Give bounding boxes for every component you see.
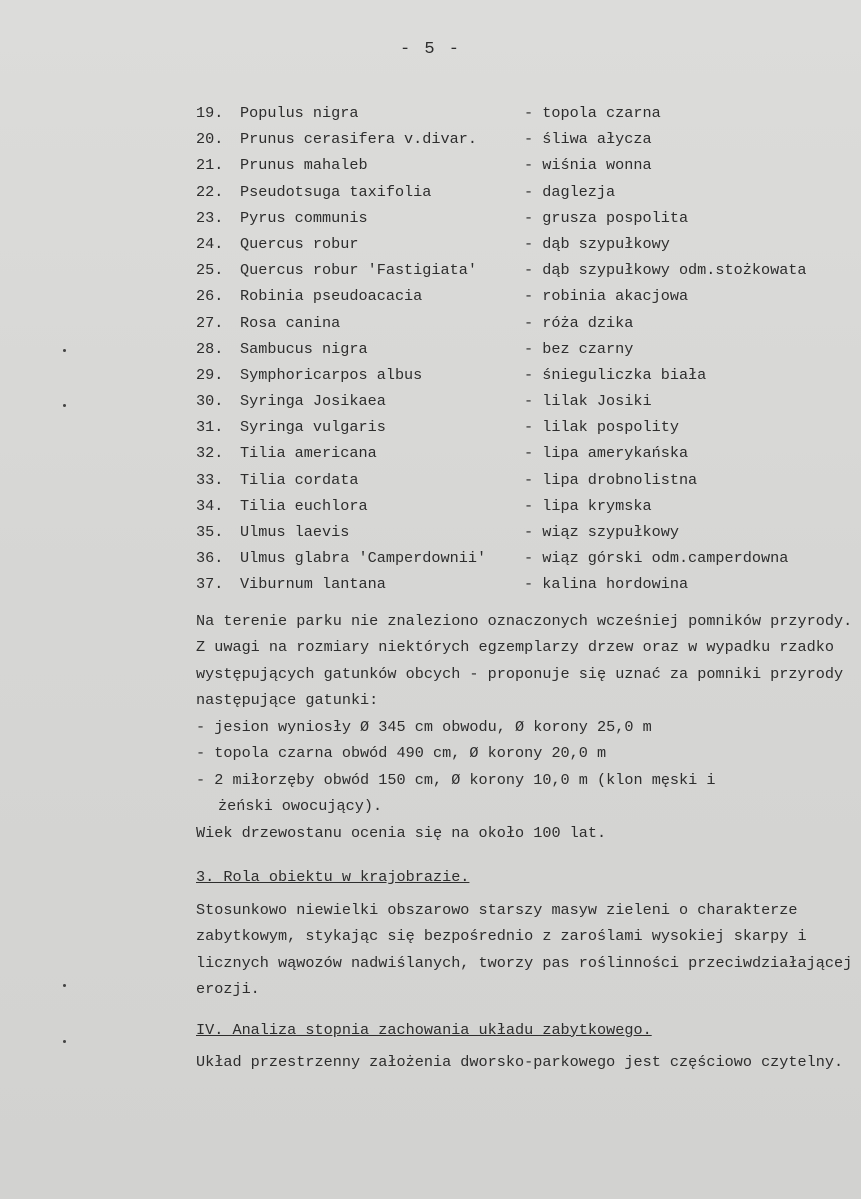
species-polish-name: - wiąz górski odm.camperdowna: [524, 549, 789, 568]
species-polish-name: - śliwa ałycza: [524, 130, 652, 149]
species-latin-name: Quercus robur 'Fastigiata': [240, 261, 477, 280]
margin-dot: [63, 1040, 66, 1043]
species-row: [196, 362, 856, 388]
species-polish-name: - lipa drobnolistna: [524, 470, 698, 489]
species-number: 36.: [196, 549, 224, 568]
species-latin-name: Rosa canina: [240, 313, 341, 332]
list-item: - 2 miłorzęby obwód 150 cm, Ø korony 10,0 m (klon męski i: [196, 770, 716, 789]
species-latin-name: Tilia cordata: [240, 470, 359, 489]
document-body: [196, 100, 856, 1076]
species-row: [196, 100, 856, 126]
species-number: 30.: [196, 392, 224, 411]
list-item: - topola czarna obwód 490 cm, Ø korony 20,0 m: [196, 744, 607, 763]
section-heading-analysis: IV. Analiza stopnia zachowania układu zabytkowego.: [196, 1020, 652, 1039]
species-row: [196, 257, 856, 283]
species-row: [196, 440, 856, 466]
species-number: 37.: [196, 575, 224, 594]
species-polish-name: - róża dzika: [524, 313, 634, 332]
species-latin-name: Tilia euchlora: [240, 496, 368, 515]
species-latin-name: Sambucus nigra: [240, 339, 368, 358]
species-number: 27.: [196, 313, 224, 332]
species-polish-name: - lilak pospolity: [524, 418, 679, 437]
species-latin-name: Ulmus laevis: [240, 523, 350, 541]
margin-dot: [63, 984, 66, 987]
species-polish-name: - dąb szypułkowy odm.stożkowata: [524, 261, 807, 280]
species-latin-name: Viburnum lantana: [240, 575, 386, 594]
species-latin-name: Symphoricarpos albus: [240, 365, 423, 384]
species-polish-name: - lipa krymska: [524, 496, 652, 515]
species-number: 26.: [196, 287, 224, 306]
species-number: 21.: [196, 156, 224, 175]
species-latin-name: Quercus robur: [240, 234, 359, 253]
species-row: [196, 231, 856, 257]
margin-dot: [63, 349, 66, 352]
species-polish-name: - topola czarna: [524, 104, 661, 122]
species-latin-name: Populus nigra: [240, 104, 359, 122]
species-number: 33.: [196, 470, 224, 489]
species-latin-name: Robinia pseudoacacia: [240, 287, 423, 306]
species-latin-name: Tilia americana: [240, 444, 377, 463]
species-number: 20.: [196, 130, 224, 149]
species-row: [196, 126, 856, 152]
species-polish-name: - robinia akacjowa: [524, 287, 689, 306]
species-row: [196, 336, 856, 362]
species-polish-name: - wiąz szypułkowy: [524, 523, 679, 541]
species-polish-name: - lipa amerykańska: [524, 444, 689, 463]
species-row: [196, 205, 856, 231]
paragraph-stand-age: Wiek drzewostanu ocenia się na około 100 lat.: [196, 823, 607, 842]
species-latin-name: Syringa vulgaris: [240, 418, 386, 437]
species-row: [196, 310, 856, 336]
paragraph-natural-monuments: Na terenie parku nie znaleziono oznaczonych wcześniej pomników przyrody.: [196, 611, 853, 630]
page-number: - 5 -: [399, 40, 461, 59]
list-item: - jesion wyniosły Ø 345 cm obwodu, Ø korony 25,0 m: [196, 717, 652, 736]
species-row: [196, 493, 856, 519]
paragraph-analysis: Układ przestrzenny założenia dworsko-parkowego jest częściowo czytelny.: [196, 1053, 844, 1072]
species-polish-name: - lilak Josiki: [524, 392, 652, 411]
species-row: [196, 179, 856, 205]
species-polish-name: - wiśnia wonna: [524, 156, 652, 175]
list-item-continuation: żeński owocujący).: [218, 797, 383, 816]
species-row: [196, 467, 856, 493]
species-number: 24.: [196, 234, 224, 253]
species-row: [196, 545, 856, 571]
species-latin-name: Syringa Josikaea: [240, 392, 386, 411]
species-number: 23.: [196, 208, 224, 227]
species-latin-name: Pyrus communis: [240, 208, 368, 227]
species-latin-name: Prunus mahaleb: [240, 156, 368, 175]
margin-dot: [63, 404, 66, 407]
species-number: 35.: [196, 523, 224, 541]
species-polish-name: - daglezja: [524, 182, 616, 201]
species-polish-name: - grusza pospolita: [524, 208, 689, 227]
species-row: [196, 388, 856, 414]
species-row: [196, 152, 856, 178]
species-row: [196, 283, 856, 309]
species-polish-name: - śnieguliczka biała: [524, 365, 707, 384]
species-polish-name: - kalina hordowina: [524, 575, 689, 594]
species-latin-name: Prunus cerasifera v.divar.: [240, 130, 477, 149]
species-polish-name: - dąb szypułkowy: [524, 234, 670, 253]
species-row: [196, 414, 856, 440]
species-latin-name: Ulmus glabra 'Camperdownii': [240, 549, 487, 568]
paragraph-landscape: Stosunkowo niewielki obszarowo starszy masyw zieleni o charakterze zabytkowym, stykając się bezpośrednio z zaroślami wysokiej skarpy i licznych wąwozów nadwiślanych, tworzy pas roślinności przeciwdziałającej erozji.: [196, 900, 853, 999]
proposed-monuments-list: [196, 714, 856, 820]
species-latin-name: Pseudotsuga taxifolia: [240, 182, 432, 201]
species-number: 31.: [196, 418, 224, 437]
species-polish-name: - bez czarny: [524, 339, 634, 358]
section-heading-landscape: 3. Rola obiektu w krajobrazie.: [196, 868, 470, 887]
species-row: [196, 519, 856, 545]
species-number: 19.: [196, 104, 224, 122]
species-row: [196, 571, 856, 597]
species-number: 28.: [196, 339, 224, 358]
species-number: 34.: [196, 496, 224, 515]
species-list: [196, 100, 856, 598]
species-number: 29.: [196, 365, 224, 384]
species-number: 32.: [196, 444, 224, 463]
species-number: 22.: [196, 182, 224, 201]
species-number: 25.: [196, 261, 224, 280]
paragraph-proposal: Z uwagi na rozmiary niektórych egzemplarzy drzew oraz w wypadku rzadko występujących gatunków obcych - proponuje się uznać za pomniki przyrody następujące gatunki:: [196, 638, 844, 710]
